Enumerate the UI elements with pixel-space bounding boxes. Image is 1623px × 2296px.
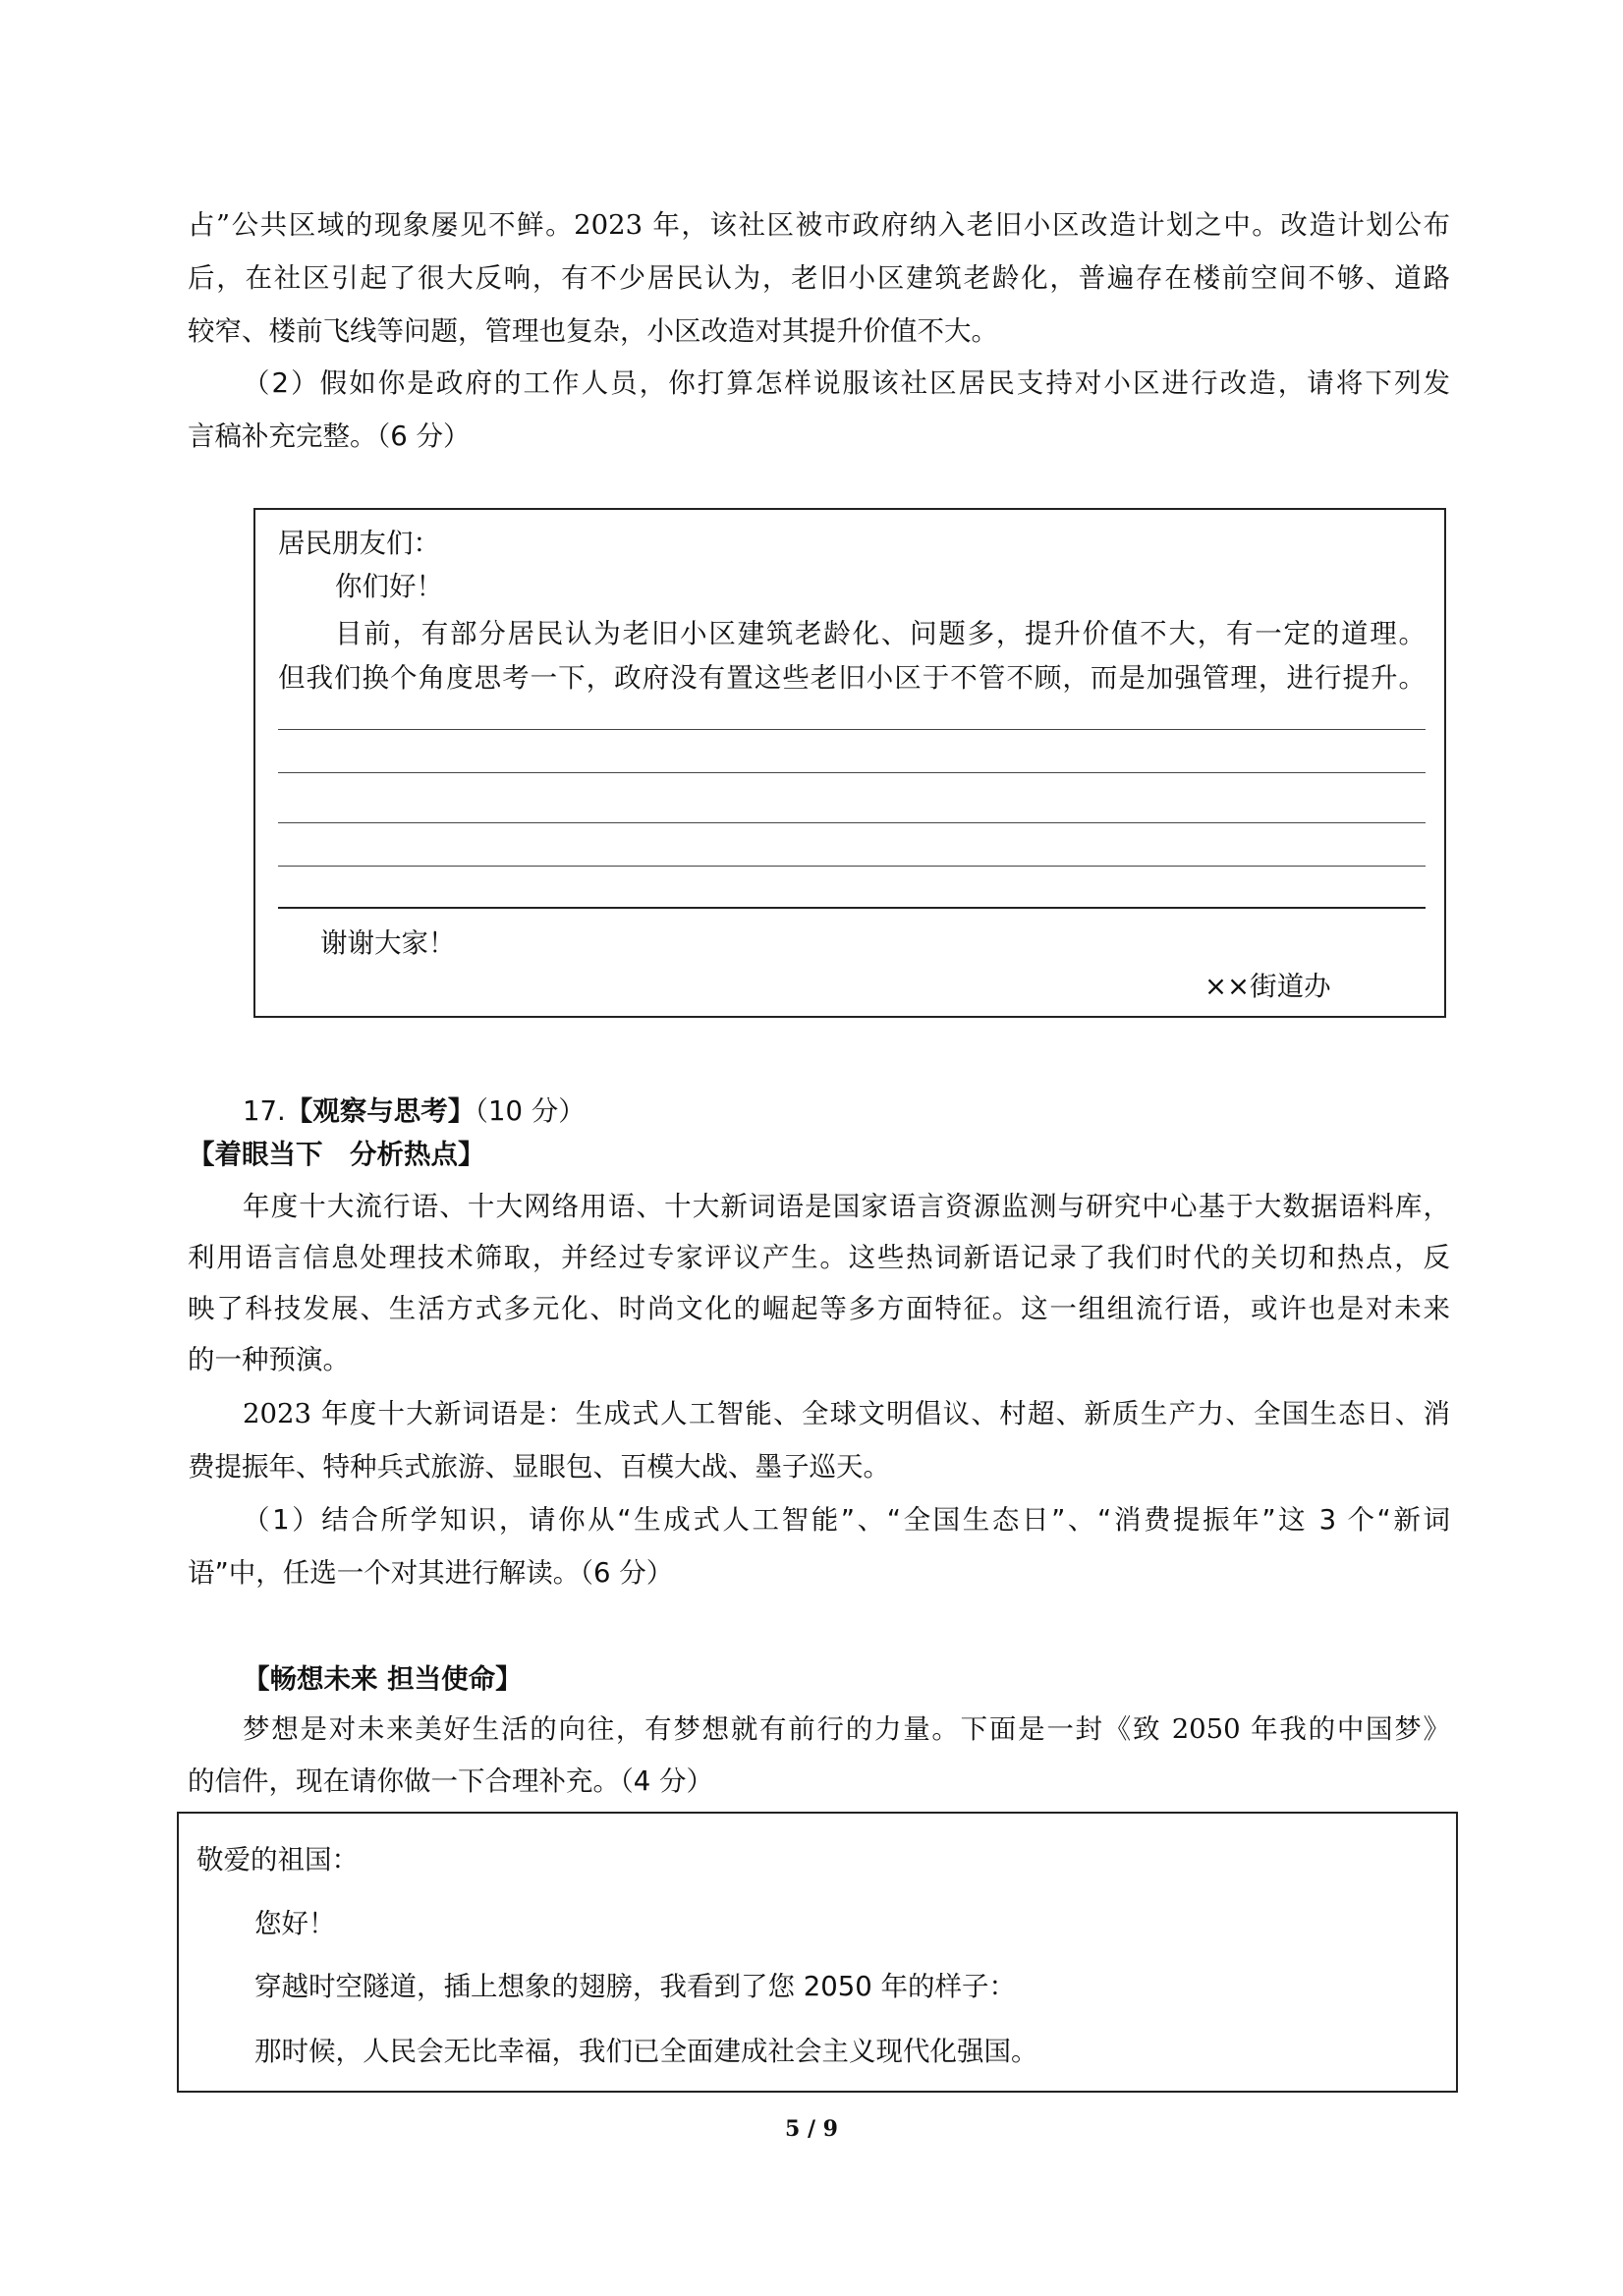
- q16-text-block: [188, 199, 1450, 464]
- q17-heading-line: [188, 1090, 1450, 1133]
- letter-line: 那时候，人民会无比幸福，我们已全面建成社会主义现代化强国。: [254, 2036, 1038, 2067]
- paragraph-line: 梦想是对未来美好生活的向往，有梦想就有前行的力量。下面是一封《致 2050 年我的中国梦》: [243, 1713, 1450, 1745]
- answer-blank-line: [278, 729, 1426, 730]
- speech-signature: ××街道办: [1204, 971, 1331, 1002]
- section1-intro: [188, 1181, 1450, 1385]
- section-heading: [188, 1657, 1450, 1701]
- answer-blank-line: [278, 822, 1426, 823]
- section1-words-and-question: [188, 1387, 1450, 1599]
- letter-greeting: 您好！: [254, 1908, 336, 1939]
- speech-greeting: 你们好！: [335, 571, 443, 602]
- section-heading: [188, 1133, 1450, 1176]
- answer-blank-line: [278, 772, 1426, 773]
- context-line: 占”公共区域的现象屡见不鲜。2023 年，该社区被市政府纳入老旧小区改造计划之中。改造计划公布: [188, 209, 1450, 241]
- paragraph-line: 的一种预演。: [188, 1344, 350, 1375]
- page-number: 5 / 9: [785, 2116, 838, 2142]
- paragraph-line: 年度十大流行语、十大网络用语、十大新词语是国家语言资源监测与研究中心基于大数据语料库，: [243, 1191, 1450, 1222]
- paragraph-line: 利用语言信息处理技术筛取，并经过专家评议产生。这些热词新语记录了我们时代的关切和热点，反: [188, 1242, 1450, 1273]
- letter-box: [177, 1812, 1458, 2093]
- question-line: 言稿补充完整。（6 分）: [188, 420, 471, 452]
- section2-intro: [188, 1704, 1450, 1808]
- paragraph-line: 2023 年度十大新词语是：生成式人工智能、全球文明倡议、村超、新质生产力、全国生态日、消: [243, 1398, 1450, 1429]
- section-heading-text: 【着眼当下 分析热点】: [188, 1139, 485, 1170]
- speech-body-line: 但我们换个角度思考一下，政府没有置这些老旧小区于不管不顾，而是加强管理，进行提升。: [278, 662, 1426, 694]
- paragraph-line: 费提振年、特种兵式旅游、显眼包、百模大战、墨子巡天。: [188, 1451, 890, 1483]
- question-number: 17.: [243, 1095, 286, 1127]
- question-line: （2）假如你是政府的工作人员，你打算怎样说服该社区居民支持对小区进行改造，请将下列发: [243, 367, 1450, 400]
- speech-draft-box: [253, 508, 1446, 1018]
- q17-heading: [188, 1090, 1450, 1133]
- speech-salutation: 居民朋友们：: [278, 528, 440, 559]
- answer-blank-line: [278, 866, 1426, 867]
- question-title: 【观察与思考】: [285, 1095, 476, 1127]
- letter-line: 穿越时空隧道，插上想象的翅膀，我看到了您 2050 年的样子：: [254, 1971, 1016, 2002]
- section-heading-text: 【畅想未来 担当使命】: [243, 1663, 523, 1695]
- question-line: （1）结合所学知识，请你从“生成式人工智能”、“全国生态日”、“消费提振年”这 3 个“新词: [243, 1504, 1450, 1536]
- question-line: 语”中，任选一个对其进行解读。（6 分）: [188, 1557, 674, 1589]
- paragraph-line: 的信件，现在请你做一下合理补充。（4 分）: [188, 1765, 713, 1797]
- paragraph-line: 映了科技发展、生活方式多元化、时尚文化的崛起等多方面特征。这一组组流行语，或许也是对未来: [188, 1293, 1450, 1324]
- letter-salutation: 敬爱的祖国：: [196, 1844, 359, 1876]
- answer-blank-line: [278, 907, 1426, 909]
- speech-body-line: 目前，有部分居民认为老旧小区建筑老龄化、问题多，提升价值不大，有一定的道理。: [335, 618, 1426, 649]
- question-points: （10 分）: [475, 1095, 586, 1127]
- speech-closing: 谢谢大家！: [320, 927, 456, 959]
- context-line: 后，在社区引起了很大反响，有不少居民认为，老旧小区建筑老龄化，普遍存在楼前空间不够、道路: [188, 261, 1450, 294]
- context-line: 较窄、楼前飞线等问题，管理也复杂，小区改造对其提升价值不大。: [188, 314, 998, 347]
